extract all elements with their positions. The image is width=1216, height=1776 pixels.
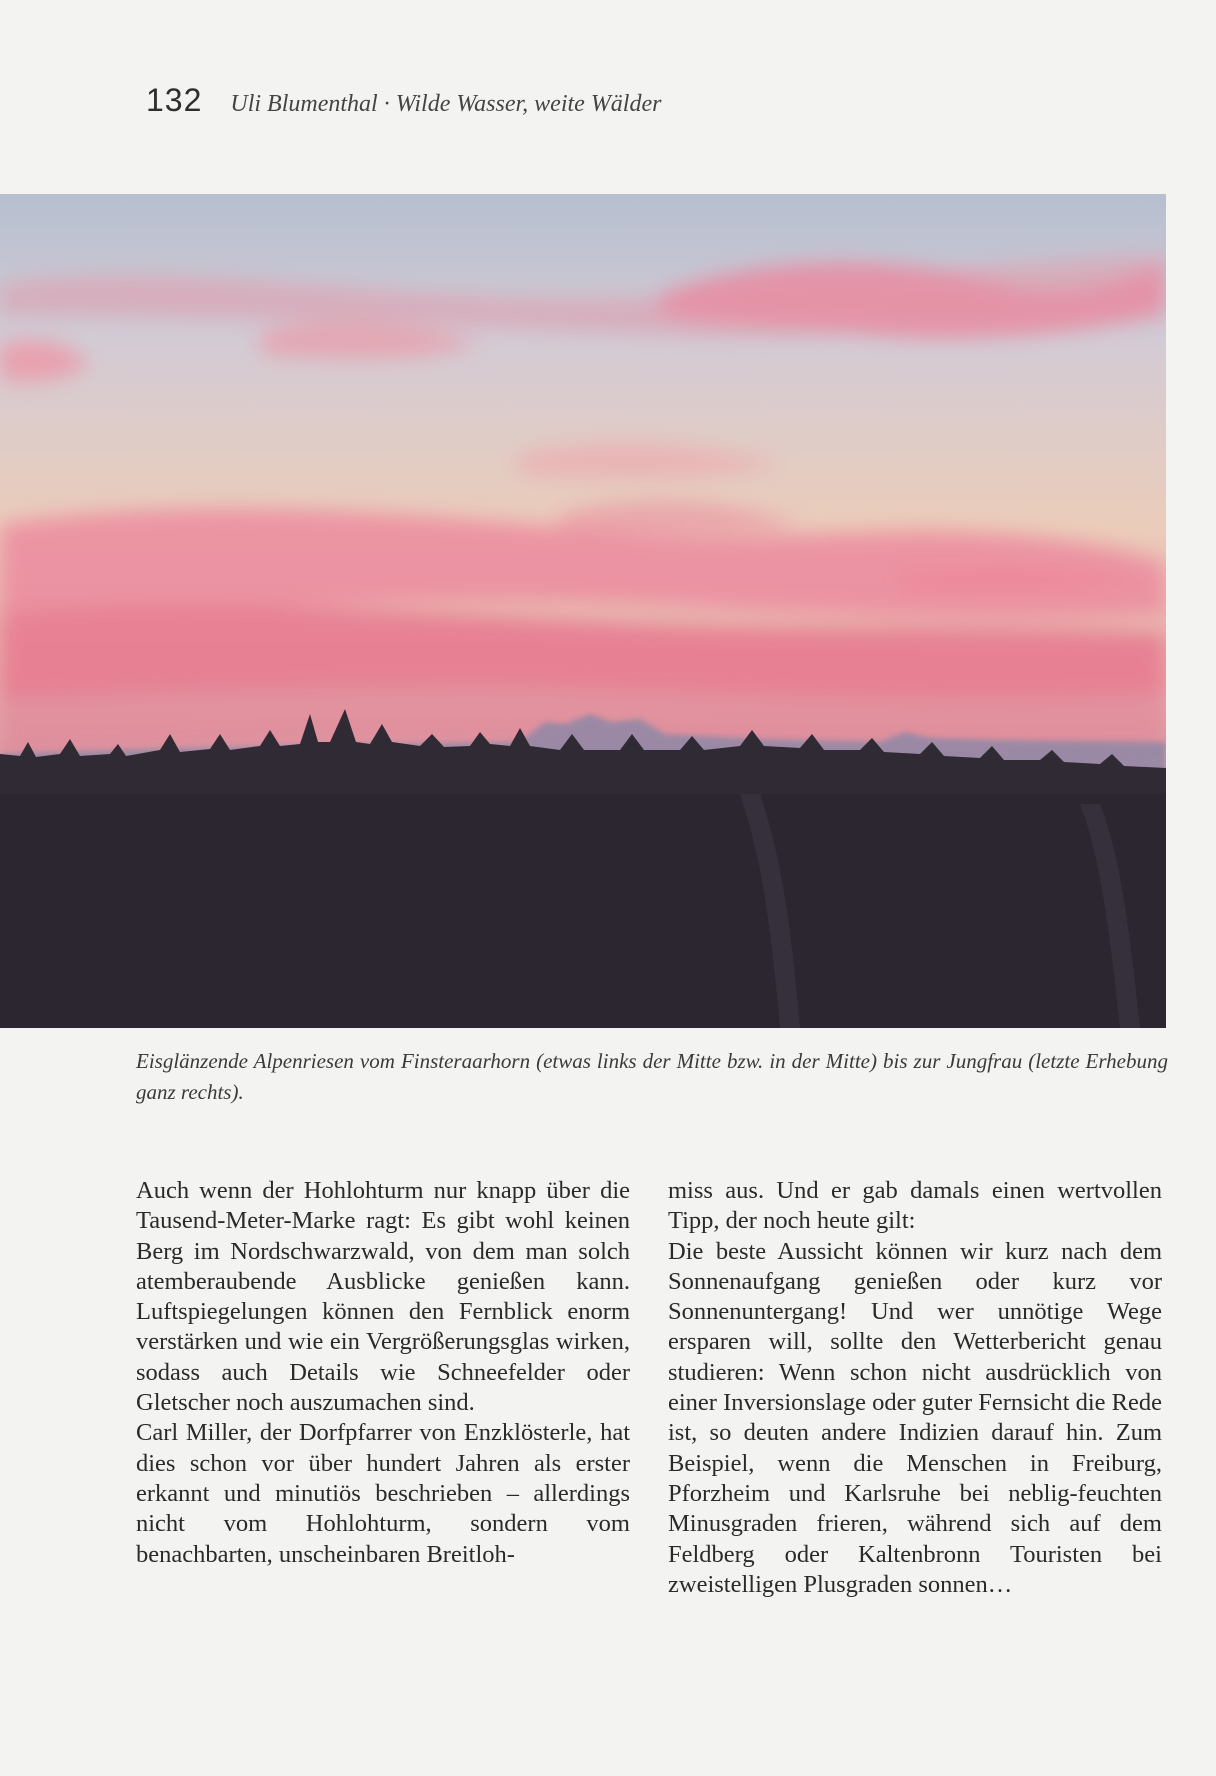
body-paragraph: Auch wenn der Hohlohturm nur knapp über die Tausend-Meter-Marke ragt: Es gibt wohl keinen Berg im Nordschwarzwald, von dem man solch atemberaubende Ausblicke genießen kann. Luftspiegelungen können den Fernblick enorm verstärken und wie ein Vergrößerungsglas wirken, sodass auch Details wie Schneefelder oder Gletscher noch auszumachen sind.	[136, 1177, 630, 1417]
sunset-photo-icon	[0, 194, 1166, 1028]
running-head-title: Uli Blumenthal · Wilde Wasser, weite Wälder	[230, 91, 662, 117]
body-paragraph: Carl Miller, der Dorfpfarrer von Enzklösterle, hat dies schon vor über hundert Jahren als erster erkannt und minutiös beschrieben – allerdings nicht vom Hohlohturm, sondern vom benachbarten, unscheinbaren Breitloh-	[136, 1419, 630, 1568]
text-column-right	[668, 1176, 1162, 1600]
body-paragraph: miss aus. Und er gab damals einen wertvollen Tipp, der noch heute gilt:	[668, 1177, 1162, 1235]
sunset-landscape-photo	[0, 194, 1166, 1028]
text-column-left	[136, 1176, 630, 1570]
body-paragraph: Die beste Aussicht können wir kurz nach dem Sonnenaufgang genießen oder kurz vor Sonnenuntergang! Und wer unnötige Wege ersparen will, sollte den Wetterbericht genau studieren: Wenn schon nicht ausdrücklich von einer Inversionslage oder guter Fernsicht die Rede ist, so deuten andere Indizien darauf hin. Zum Beispiel, wenn die Menschen in Freiburg, Pforzheim und Karlsruhe bei neblig-feuchten Minusgraden frieren, während sich auf dem Feldberg oder Kaltenbronn Touristen bei zweistelligen Plusgraden sonnen…	[668, 1237, 1162, 1598]
page-number: 132	[146, 82, 203, 118]
photo-caption: Eisglänzende Alpenriesen vom Finsteraarhorn (etwas links der Mitte bzw. in der Mitte) bis zur Jungfrau (letzte Erhebung ganz rechts).	[136, 1049, 1168, 1104]
running-header	[146, 82, 661, 119]
